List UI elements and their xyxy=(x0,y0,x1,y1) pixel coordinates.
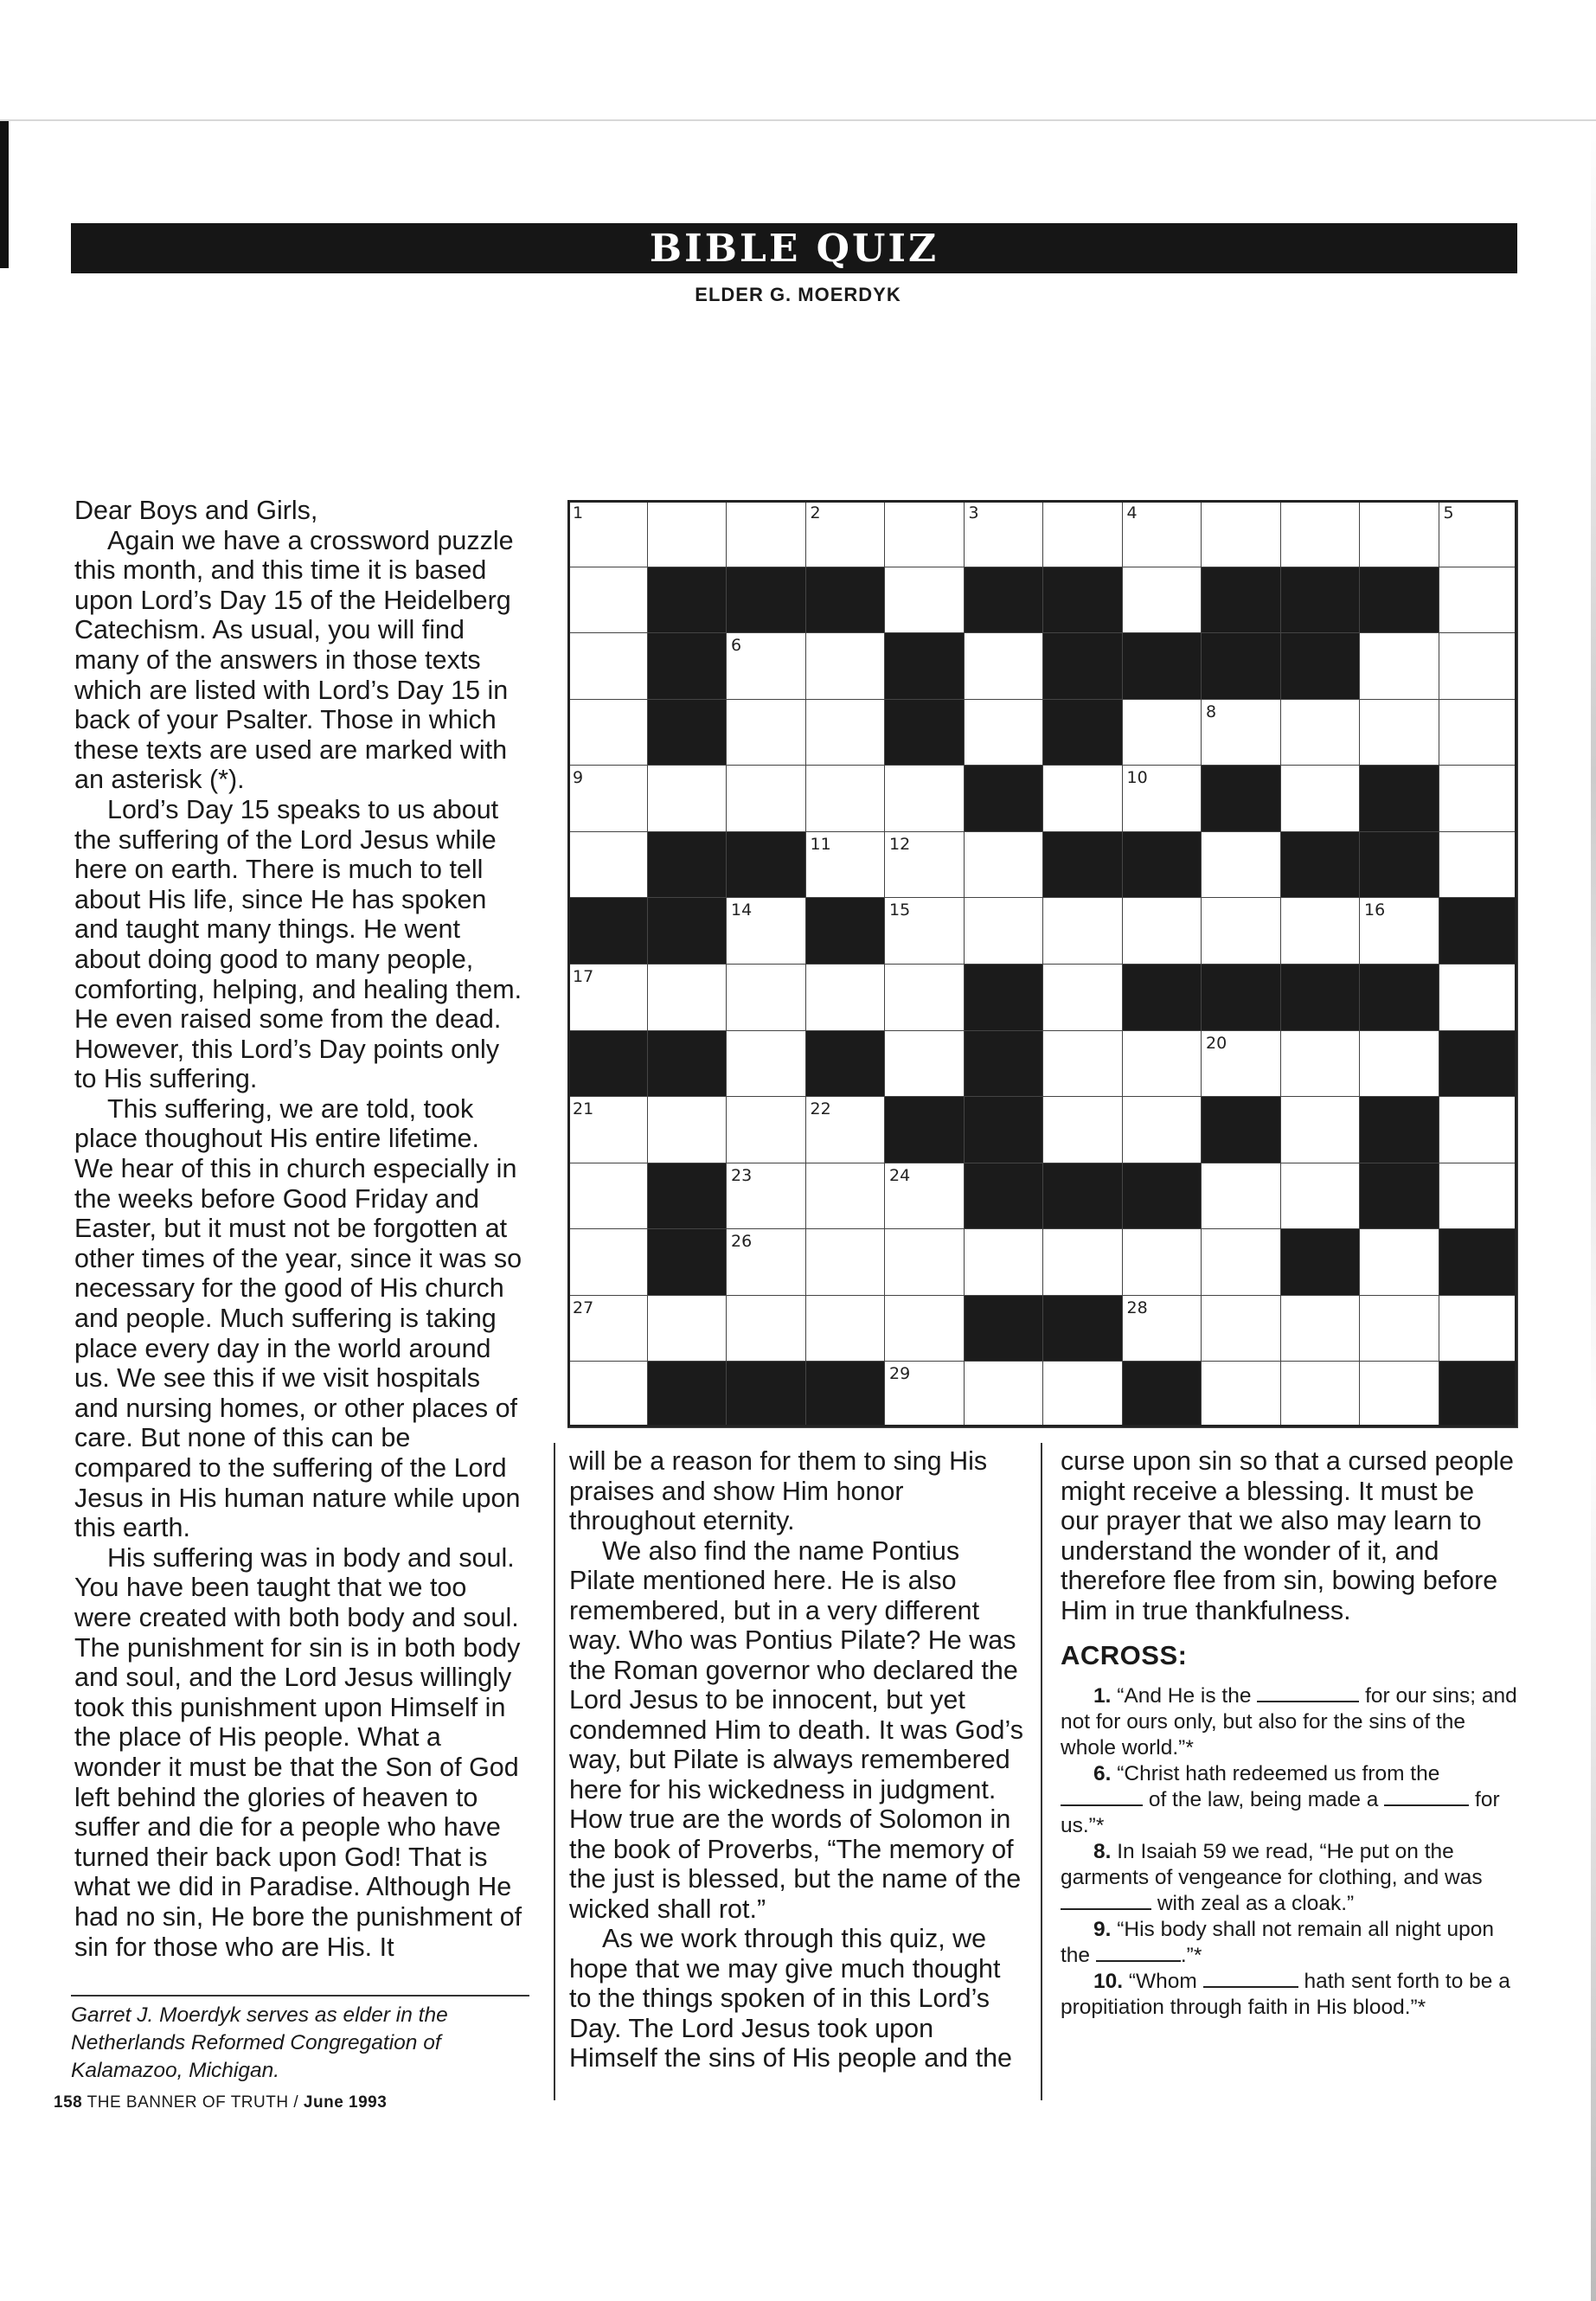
crossword-cell[interactable] xyxy=(884,1228,965,1296)
paragraph: This suffering, we are told, took place thoughout His entire lifetime. We hear of this in church especially in the weeks before Good Friday and Easter, but it must not be forgotten at other times of the year, since it was so necessary for the good of His church and people. Much suffering is taking place every day in the world around us. We see this if we visit hospitals and nursing homes, or other places of care. But none of this can be compared to the suffering of the Lord Jesus in His human nature while upon this earth. xyxy=(74,1093,522,1543)
crossword-block xyxy=(1359,765,1439,832)
crossword-cell[interactable] xyxy=(1439,964,1519,1031)
crossword-cell[interactable] xyxy=(884,1295,965,1362)
crossword-cell[interactable] xyxy=(1439,765,1519,832)
paragraph: will be a reason for them to sing His praises and show Him honor throughout eternity. xyxy=(569,1446,988,1535)
crossword-block xyxy=(884,1096,965,1163)
clue-number: 12 xyxy=(889,834,911,854)
clue-number: 11 xyxy=(810,834,831,854)
clue-number: 24 xyxy=(889,1165,911,1185)
crossword-cell[interactable] xyxy=(1042,500,1123,567)
crossword-block xyxy=(805,1361,886,1428)
crossword-block xyxy=(1042,632,1123,700)
crossword-cell[interactable] xyxy=(884,1361,965,1428)
crossword-block xyxy=(647,1361,727,1428)
crossword-block xyxy=(647,897,727,965)
crossword-block xyxy=(964,765,1044,832)
crossword-cell[interactable] xyxy=(567,1361,648,1428)
crossword-cell[interactable] xyxy=(1201,500,1281,567)
clue-8: 8. In Isaiah 59 we read, “He put on the garments of vengeance for clothing, and was with zeal as a cloak.” xyxy=(1061,1839,1483,1915)
title-banner xyxy=(71,223,1517,273)
crossword-block xyxy=(1439,1228,1519,1296)
crossword-cell[interactable] xyxy=(1359,500,1439,567)
crossword-block xyxy=(1280,632,1361,700)
binding-edge xyxy=(0,121,9,268)
crossword-cell[interactable] xyxy=(567,964,648,1031)
crossword-cell[interactable] xyxy=(1122,500,1202,567)
crossword-cell[interactable] xyxy=(1042,897,1123,965)
crossword-cell[interactable] xyxy=(805,964,886,1031)
column-3 xyxy=(1061,1446,1519,2021)
crossword-cell[interactable] xyxy=(1439,699,1519,766)
crossword-block xyxy=(567,1030,648,1098)
crossword-cell[interactable] xyxy=(647,1295,727,1362)
crossword-cell[interactable] xyxy=(884,500,965,567)
crossword-cell[interactable] xyxy=(1042,765,1123,832)
clue-number: 3 xyxy=(968,503,979,522)
crossword-cell[interactable] xyxy=(726,500,806,567)
crossword-cell[interactable] xyxy=(726,897,806,965)
crossword-block xyxy=(1122,964,1202,1031)
column-divider xyxy=(1041,1443,1042,2100)
crossword-cell[interactable] xyxy=(567,1295,648,1362)
crossword-block xyxy=(647,567,727,634)
crossword-cell[interactable] xyxy=(1201,1163,1281,1230)
crossword-block xyxy=(647,699,727,766)
crossword-block xyxy=(647,831,727,899)
crossword-cell[interactable] xyxy=(647,500,727,567)
crossword-block xyxy=(1201,567,1281,634)
bio-divider xyxy=(71,1995,529,1997)
clue-number: 1 xyxy=(573,503,584,522)
salutation: Dear Boys and Girls, xyxy=(74,496,318,525)
crossword-block xyxy=(884,632,965,700)
crossword-block xyxy=(726,1361,806,1428)
crossword-block xyxy=(647,1163,727,1230)
crossword-cell[interactable] xyxy=(1359,699,1439,766)
clue-number: 4 xyxy=(1126,503,1138,522)
crossword-cell[interactable] xyxy=(1359,632,1439,700)
clue-number: 16 xyxy=(1364,901,1386,920)
crossword-cell[interactable] xyxy=(647,765,727,832)
crossword-block xyxy=(1042,1295,1123,1362)
crossword-block xyxy=(805,1030,886,1098)
crossword-block xyxy=(1359,567,1439,634)
crossword-cell[interactable] xyxy=(964,1228,1044,1296)
clue-1: 1. “And He is the for our sins; and not for ours only, but also for the sins of the whole world.”* xyxy=(1061,1683,1517,1759)
clue-number: 14 xyxy=(731,901,753,920)
crossword-cell[interactable] xyxy=(1359,1295,1439,1362)
clue-number: 2 xyxy=(810,503,821,522)
crossword-block xyxy=(726,567,806,634)
crossword-block xyxy=(647,1030,727,1098)
crossword-cell[interactable] xyxy=(726,1228,806,1296)
crossword-cell[interactable] xyxy=(1122,1030,1202,1098)
crossword-cell[interactable] xyxy=(567,632,648,700)
crossword-cell[interactable] xyxy=(567,765,648,832)
crossword-cell[interactable] xyxy=(1280,1163,1361,1230)
crossword-cell[interactable] xyxy=(1359,897,1439,965)
crossword-block xyxy=(1201,765,1281,832)
paragraph: Again we have a crossword puzzle this month, and this time it is based upon Lord’s Day 15 of the Heidelberg Catechism. As usual, you will find many of the answers in those texts which are listed with Lord’s Day 15 in back of your Psalter. Those in which these texts are used are marked with an asterisk (*). xyxy=(74,525,514,795)
crossword-block xyxy=(726,831,806,899)
crossword-cell[interactable] xyxy=(1042,1361,1123,1428)
crossword-cell[interactable] xyxy=(726,1096,806,1163)
crossword-cell[interactable] xyxy=(964,897,1044,965)
answer-blank xyxy=(1257,1685,1359,1702)
crossword-block xyxy=(1439,897,1519,965)
clue-6: 6. “Christ hath redeemed us from the of the law, being made a for us.”* xyxy=(1061,1761,1500,1837)
crossword-cell[interactable] xyxy=(726,964,806,1031)
crossword-cell[interactable] xyxy=(1201,897,1281,965)
crossword-cell[interactable] xyxy=(1359,1228,1439,1296)
crossword-cell[interactable] xyxy=(567,831,648,899)
crossword-cell[interactable] xyxy=(805,1096,886,1163)
crossword-cell[interactable] xyxy=(1201,699,1281,766)
crossword-block xyxy=(1042,1163,1123,1230)
paragraph: We also find the name Pontius Pilate mentioned here. He is also remembered, but in a very different way. Who was Pontius Pilate? He was the Roman governor who declared the Lord Jesus to be innocent, but yet condemned Him to death. It was God’s way, but Pilate is always remembered here for his wickedness in judgment. How true are the words of Solomon in the book of Proverbs, “The memory of the just is blessed, but the name of the wicked shall rot.” xyxy=(569,1535,1023,1924)
crossword-cell[interactable] xyxy=(1042,1030,1123,1098)
crossword-cell[interactable] xyxy=(964,831,1044,899)
clue-number: 5 xyxy=(1443,503,1454,522)
clue-number: 8 xyxy=(1206,702,1217,721)
page-title: BIBLE QUIZ xyxy=(649,226,939,271)
crossword-block xyxy=(647,632,727,700)
paragraph: Lord’s Day 15 speaks to us about the suffering of the Lord Jesus while here on earth. There is much to tell about His life, since He has spoken and taught many things. He went about doing good to many people, comforting, helping, and healing them. He even raised some from the dead. However, this Lord’s Day points only to His suffering. xyxy=(74,794,522,1094)
crossword-cell[interactable] xyxy=(726,765,806,832)
crossword-cell[interactable] xyxy=(884,567,965,634)
crossword-cell[interactable] xyxy=(647,964,727,1031)
crossword-cell[interactable] xyxy=(805,1228,886,1296)
clue-number: 6 xyxy=(731,636,742,656)
crossword-cell[interactable] xyxy=(964,632,1044,700)
crossword-cell[interactable] xyxy=(884,964,965,1031)
crossword-block xyxy=(1359,964,1439,1031)
crossword-cell[interactable] xyxy=(884,765,965,832)
crossword-block xyxy=(1280,831,1361,899)
crossword-cell[interactable] xyxy=(567,567,648,634)
crossword-cell[interactable] xyxy=(964,1361,1044,1428)
answer-blank xyxy=(1061,1789,1143,1806)
crossword-cell[interactable] xyxy=(726,1030,806,1098)
crossword-block xyxy=(1201,632,1281,700)
crossword-cell[interactable] xyxy=(884,831,965,899)
crossword-block xyxy=(1042,831,1123,899)
crossword-block xyxy=(647,1228,727,1296)
column-2 xyxy=(569,1446,1023,2073)
crossword-block xyxy=(567,897,648,965)
clue-10: 10. “Whom hath sent forth to be a propitiation through faith in His blood.”* xyxy=(1061,1969,1510,2019)
crossword-cell[interactable] xyxy=(805,500,886,567)
column-1 xyxy=(74,496,524,1962)
clue-number: 22 xyxy=(810,1099,831,1119)
crossword-cell[interactable] xyxy=(1201,1228,1281,1296)
crossword-block xyxy=(964,1295,1044,1362)
crossword-cell[interactable] xyxy=(1201,1361,1281,1428)
crossword-block xyxy=(1122,831,1202,899)
crossword-cell[interactable] xyxy=(1201,1295,1281,1362)
author-bio: Garret J. Moerdyk serves as elder in the Netherlands Reformed Congregation of Kalamazoo, Michigan. xyxy=(71,2003,448,2082)
paragraph: As we work through this quiz, we hope that we may give much thought to the things spoken of in this Lord’s Day. The Lord Jesus took upon Himself the sins of His people and the xyxy=(569,1924,1012,2073)
crossword-cell[interactable] xyxy=(1439,1096,1519,1163)
issue-date: June 1993 xyxy=(303,2093,388,2112)
crossword-block xyxy=(1439,1030,1519,1098)
crossword-block xyxy=(884,699,965,766)
page-edge xyxy=(0,119,1596,121)
clue-number: 9 xyxy=(573,768,584,788)
magazine-name: THE BANNER OF TRUTH / xyxy=(87,2093,299,2112)
across-heading: ACROSS: xyxy=(1061,1640,1188,1670)
clue-number: 26 xyxy=(731,1232,753,1252)
crossword-cell[interactable] xyxy=(1122,1228,1202,1296)
crossword-cell[interactable] xyxy=(1042,1228,1123,1296)
crossword-cell[interactable] xyxy=(726,632,806,700)
crossword-cell[interactable] xyxy=(567,1163,648,1230)
crossword-block xyxy=(964,567,1044,634)
crossword-cell[interactable] xyxy=(647,1096,727,1163)
clue-number: 17 xyxy=(573,967,594,986)
crossword-cell[interactable] xyxy=(726,1163,806,1230)
clue-9: 9. “His body shall not remain all night upon the .”* xyxy=(1061,1917,1495,1967)
crossword-block xyxy=(964,1163,1044,1230)
crossword-cell[interactable] xyxy=(1280,699,1361,766)
crossword-cell[interactable] xyxy=(805,1295,886,1362)
crossword-cell[interactable] xyxy=(567,1228,648,1296)
crossword-cell[interactable] xyxy=(805,699,886,766)
crossword-cell[interactable] xyxy=(1280,500,1361,567)
clue-number: 28 xyxy=(1126,1298,1148,1317)
crossword-cell[interactable] xyxy=(567,699,648,766)
crossword-cell[interactable] xyxy=(1439,632,1519,700)
clue-number: 27 xyxy=(573,1298,594,1317)
crossword-cell[interactable] xyxy=(1280,765,1361,832)
crossword-block xyxy=(805,897,886,965)
crossword-block xyxy=(1359,831,1439,899)
crossword-block xyxy=(1122,1361,1202,1428)
crossword-block xyxy=(1122,632,1202,700)
crossword-cell[interactable] xyxy=(964,699,1044,766)
crossword-cell[interactable] xyxy=(1280,897,1361,965)
column-divider xyxy=(554,1443,555,2100)
clue-number: 15 xyxy=(889,901,911,920)
crossword-cell[interactable] xyxy=(567,1096,648,1163)
crossword-cell[interactable] xyxy=(1359,1361,1439,1428)
crossword-cell[interactable] xyxy=(1122,897,1202,965)
clue-number: 23 xyxy=(731,1165,753,1185)
crossword-cell[interactable] xyxy=(884,897,965,965)
answer-blank xyxy=(1096,1945,1181,1962)
crossword-cell[interactable] xyxy=(1042,964,1123,1031)
crossword-cell[interactable] xyxy=(1439,500,1519,567)
crossword-block xyxy=(1122,1163,1202,1230)
crossword-cell[interactable] xyxy=(1359,1030,1439,1098)
crossword-cell[interactable] xyxy=(1439,567,1519,634)
crossword-cell[interactable] xyxy=(964,500,1044,567)
crossword-block xyxy=(1280,567,1361,634)
page-footer xyxy=(54,2093,387,2112)
answer-blank xyxy=(1203,1971,1298,1988)
answer-blank xyxy=(1384,1789,1469,1806)
crossword-cell[interactable] xyxy=(1280,1295,1361,1362)
clue-number: 10 xyxy=(1126,768,1148,788)
crossword-cell[interactable] xyxy=(805,765,886,832)
crossword-grid xyxy=(567,500,1517,1427)
crossword-cell[interactable] xyxy=(1201,831,1281,899)
crossword-cell[interactable] xyxy=(1439,831,1519,899)
crossword-block xyxy=(1042,699,1123,766)
crossword-cell[interactable] xyxy=(1280,1361,1361,1428)
crossword-cell[interactable] xyxy=(1122,765,1202,832)
crossword-cell[interactable] xyxy=(1280,1030,1361,1098)
paragraph: curse upon sin so that a cursed people might receive a blessing. It must be our prayer that we also may learn to understand the wonder of it, and therefore flee from sin, bowing before Him in true thankfulness. xyxy=(1061,1446,1514,1625)
scan-edge xyxy=(1591,121,1596,2301)
author-byline: ELDER G. MOERDYK xyxy=(695,284,901,305)
crossword-cell[interactable] xyxy=(805,632,886,700)
crossword-block xyxy=(964,1030,1044,1098)
crossword-block xyxy=(1280,964,1361,1031)
clue-number: 21 xyxy=(573,1099,594,1119)
crossword-cell[interactable] xyxy=(805,831,886,899)
crossword-block xyxy=(1201,1096,1281,1163)
crossword-block xyxy=(805,567,886,634)
crossword-cell[interactable] xyxy=(1201,1030,1281,1098)
clue-number: 20 xyxy=(1206,1033,1227,1053)
crossword-cell[interactable] xyxy=(726,699,806,766)
crossword-cell[interactable] xyxy=(884,1030,965,1098)
paragraph: His suffering was in body and soul. You have been taught that we too were created with both body and soul. The punishment for sin is in both body and soul, and the Lord Jesus willingly took this punishment upon Himself in the place of His people. What a wonder it must be that the Son of God left behind the glories of heaven to suffer and die for a people who have turned their back upon God! That is what we did in Paradise. Although He had no sin, He bore the punishment of sin for those who are His. It xyxy=(74,1542,522,1962)
crossword-block xyxy=(1280,1228,1361,1296)
crossword-cell[interactable] xyxy=(1042,1096,1123,1163)
crossword-block xyxy=(1359,1163,1439,1230)
crossword-block xyxy=(964,1096,1044,1163)
crossword-cell[interactable] xyxy=(567,500,648,567)
page-number: 158 xyxy=(54,2093,83,2112)
crossword-cell[interactable] xyxy=(1122,567,1202,634)
crossword-cell[interactable] xyxy=(805,1163,886,1230)
clue-number: 29 xyxy=(889,1364,911,1384)
crossword-cell[interactable] xyxy=(1122,1295,1202,1362)
crossword-block xyxy=(1439,1361,1519,1428)
crossword-cell[interactable] xyxy=(1439,1163,1519,1230)
crossword-cell[interactable] xyxy=(1439,1295,1519,1362)
crossword-block xyxy=(1359,1096,1439,1163)
crossword-cell[interactable] xyxy=(1122,1096,1202,1163)
crossword-block xyxy=(1201,964,1281,1031)
crossword-block xyxy=(1042,567,1123,634)
crossword-cell[interactable] xyxy=(884,1163,965,1230)
crossword-cell[interactable] xyxy=(1122,699,1202,766)
crossword-cell[interactable] xyxy=(1280,1096,1361,1163)
crossword-cell[interactable] xyxy=(726,1295,806,1362)
answer-blank xyxy=(1061,1893,1151,1910)
crossword-block xyxy=(964,964,1044,1031)
